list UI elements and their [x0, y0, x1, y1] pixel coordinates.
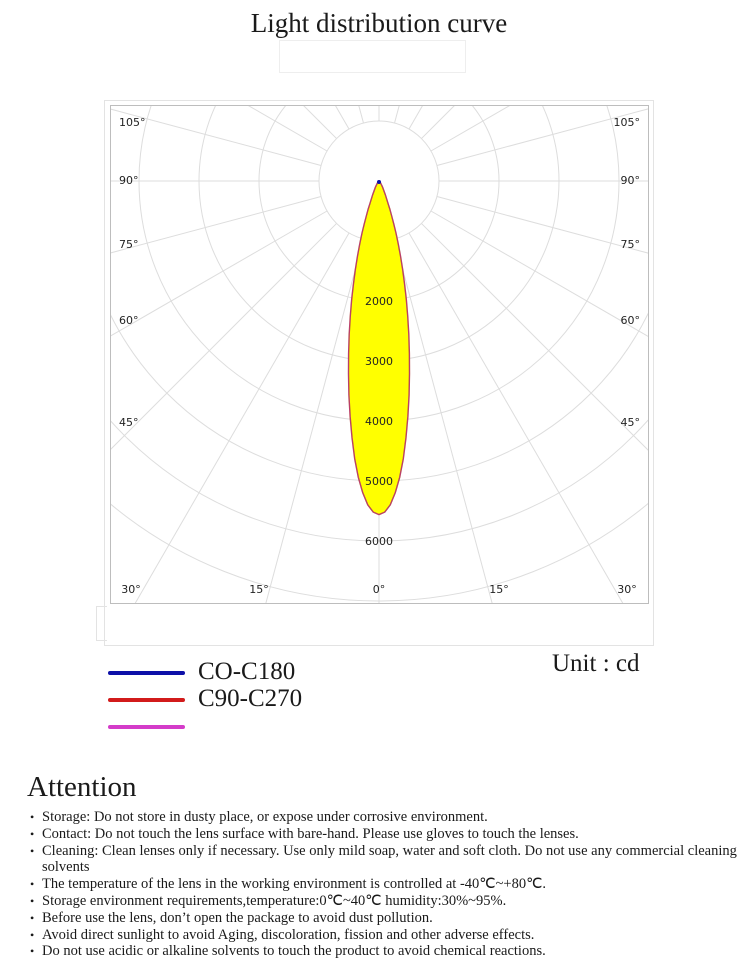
- grid-spoke: [110, 211, 327, 604]
- attention-item-solvents: [30, 943, 745, 960]
- bullet-icon: •: [30, 893, 35, 908]
- grid-spoke: [110, 105, 321, 165]
- grid-spoke: [431, 211, 649, 604]
- bullet-icon: •: [30, 810, 35, 824]
- radial-value-label: 2000: [365, 295, 393, 308]
- angle-label-right: 60°: [620, 314, 640, 327]
- attention-heading: Attention: [27, 771, 137, 803]
- grid-spoke: [437, 197, 649, 414]
- attention-text: Storage: Do not store in dusty place, or expose under corrosive environment.: [42, 809, 488, 825]
- bullet-icon: •: [30, 826, 35, 841]
- angle-label-left: 75°: [119, 238, 139, 251]
- legend-label-c90-c270: C90-C270: [198, 685, 303, 712]
- attention-text: Contact: Do not touch the lens surface with bare-hand. Please use gloves to touch the lenses.: [42, 825, 579, 842]
- angle-label-bottom: 15°: [489, 583, 509, 596]
- attention-item-storage: [30, 809, 745, 826]
- title-placeholder-box: [279, 40, 466, 73]
- attention-item-contact: [30, 826, 745, 843]
- bullet-icon: •: [30, 877, 35, 892]
- intensity-curve: [349, 181, 410, 515]
- radial-value-label: 4000: [365, 415, 393, 428]
- bullet-icon: •: [30, 910, 35, 925]
- legend-swatch-third: [108, 725, 185, 729]
- bullet-icon: •: [30, 843, 35, 858]
- angle-label-bottom: 15°: [249, 583, 269, 596]
- angle-label-left: 45°: [119, 416, 139, 429]
- grid-spoke: [409, 233, 649, 604]
- attention-text: Cleaning: Clean lenses only if necessary. Use only mild soap, water and soft cloth. Do not use any commercial cleaning solvents: [42, 842, 737, 876]
- legend-swatch-c0-c180: [108, 671, 185, 675]
- legend-item-c90-c270: [108, 687, 338, 714]
- grid-spoke: [395, 105, 612, 123]
- grid-spoke: [110, 223, 337, 604]
- attention-item-cleaning: [30, 843, 745, 877]
- radial-value-label: 3000: [365, 355, 393, 368]
- attention-text: Avoid direct sunlight to avoid Aging, discoloration, fission and other adverse effects.: [42, 926, 535, 943]
- angle-label-right: 105°: [613, 116, 640, 129]
- angle-label-bottom: 30°: [617, 583, 637, 596]
- attention-text: Before use the lens, don’t open the package to avoid dust pollution.: [42, 909, 433, 926]
- polar-light-distribution-chart: [110, 105, 649, 604]
- radial-value-label: 5000: [365, 475, 393, 488]
- chart-frame-notch: [96, 606, 107, 641]
- grid-spoke: [395, 239, 612, 604]
- attention-item-sunlight: [30, 927, 745, 944]
- radial-value-label: 6000: [365, 535, 393, 548]
- grid-spoke: [110, 197, 321, 414]
- legend-item-third: [108, 714, 338, 741]
- angle-label-right: 45°: [620, 416, 640, 429]
- legend-label-c0-c180: CO-C180: [198, 658, 296, 685]
- bullet-icon: •: [30, 944, 35, 959]
- angle-label-left: 90°: [119, 174, 139, 187]
- grid-spoke: [421, 223, 649, 604]
- attention-text: Do not use acidic or alkaline solvents to touch the product to avoid chemical reactions.: [42, 943, 546, 960]
- grid-spoke: [146, 105, 363, 123]
- angle-label-left: 60°: [119, 314, 139, 327]
- angle-label-bottom: 30°: [121, 583, 141, 596]
- attention-item-package: [30, 910, 745, 927]
- attention-item-temperature: [30, 876, 745, 893]
- angle-label-bottom: 0°: [372, 583, 386, 596]
- intensity-curve-layer: [349, 180, 410, 515]
- legend-swatch-c90-c270: [108, 698, 185, 702]
- attention-list: [30, 809, 745, 960]
- angle-label-right: 90°: [620, 174, 640, 187]
- bullet-icon: •: [30, 927, 35, 942]
- attention-text: Storage environment requirements,temperature:0℃~40℃ humidity:30%~95%.: [42, 892, 507, 909]
- angle-label-left: 105°: [119, 116, 146, 129]
- legend-item-c0-c180: [108, 660, 338, 687]
- unit-label: Unit : cd: [552, 650, 640, 677]
- grid-spoke: [437, 105, 649, 165]
- page-title: Light distribution curve: [250, 8, 508, 38]
- grid-spoke: [146, 239, 363, 604]
- curve-pole-dot: [377, 180, 381, 184]
- angle-label-right: 75°: [620, 238, 640, 251]
- grid-spoke: [110, 233, 349, 604]
- attention-item-storage-environment: [30, 893, 745, 910]
- chart-legend: [108, 660, 338, 741]
- attention-text: The temperature of the lens in the working environment is controlled at -40℃~+80℃.: [42, 876, 547, 893]
